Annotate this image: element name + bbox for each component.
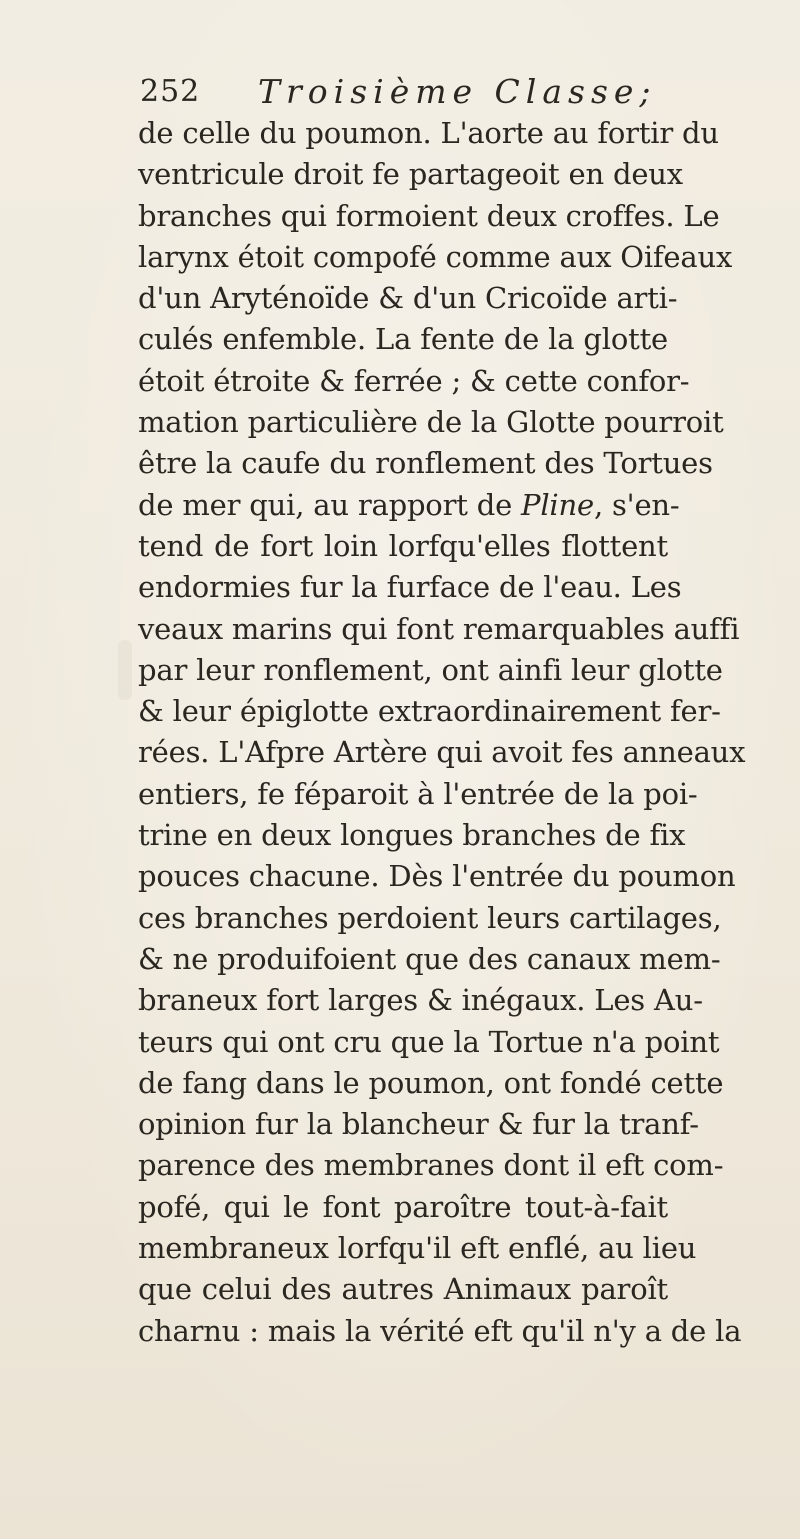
text-line-21: & ne produifoient que des canaux mem- xyxy=(138,941,721,976)
text-line-18: trine en deux longues branches de fix xyxy=(138,818,686,853)
text-line-20: ces branches perdoient leurs cartilages, xyxy=(138,900,722,935)
text-line-19: pouces chacune. Dès l'entrée du poumon xyxy=(138,859,736,894)
text-line-29: que celui des autres Animaux paroît xyxy=(138,1272,668,1307)
text-line-25: opinion fur la blancheur & fur la tranf- xyxy=(138,1107,699,1142)
running-title: Troisième Classe; xyxy=(258,72,657,111)
text-line-15: & leur épiglotte extraordinairement fer- xyxy=(138,694,721,729)
page-number: 252 xyxy=(140,74,201,109)
text-line-14: par leur ronflement, ont ainfi leur glotte xyxy=(138,652,723,687)
text-line-24: de fang dans le poumon, ont fondé cette xyxy=(138,1065,724,1100)
running-head xyxy=(140,70,670,114)
text-line-3: branches qui formoient deux croffes. Le xyxy=(138,198,720,233)
text-line-7: étoit étroite & ferrée ; & cette confor- xyxy=(138,363,690,398)
text-line-10: de mer qui, au rapport de Pline, s'en- xyxy=(138,487,680,522)
text-line-13: veaux marins qui font remarquables auffi xyxy=(138,611,740,646)
text-line-11: tend de fort loin lorfqu'elles flottent xyxy=(138,528,668,563)
body-text xyxy=(138,113,746,1352)
text-line-6: culés enfemble. La fente de la glotte xyxy=(138,322,668,357)
text-line-28: membraneux lorfqu'il eft enflé, au lieu xyxy=(138,1231,697,1266)
italic-name: Pline xyxy=(521,487,594,522)
text-line-16: rées. L'Afpre Artère qui avoit fes anneaux xyxy=(138,735,746,770)
paper-smudge xyxy=(118,640,132,700)
text-line-5: d'un Aryténoïde & d'un Cricoïde arti- xyxy=(138,281,678,316)
text-line-22: braneux fort larges & inégaux. Les Au- xyxy=(138,983,703,1018)
text-line-8: mation particulière de la Glotte pourroit xyxy=(138,405,724,440)
text-line-26: parence des membranes dont il eft com- xyxy=(138,1148,724,1183)
text-line-1: de celle du poumon. L'aorte au fortir du xyxy=(138,116,719,150)
text-line-23: teurs qui ont cru que la Tortue n'a point xyxy=(138,1024,720,1059)
text-line-4: larynx étoit compofé comme aux Oifeaux xyxy=(138,239,733,274)
text-line-30: charnu : mais la vérité eft qu'il n'y a de la xyxy=(138,1313,742,1348)
text-line-9: être la caufe du ronflement des Tortues xyxy=(138,446,713,481)
text-line-27: pofé, qui le font paroître tout-à-fait xyxy=(138,1189,668,1224)
text-line-2: ventricule droit fe partageoit en deux xyxy=(138,157,683,192)
text-line-17: entiers, fe féparoit à l'entrée de la poi- xyxy=(138,776,698,811)
text-line-12: endormies fur la furface de l'eau. Les xyxy=(138,570,682,605)
